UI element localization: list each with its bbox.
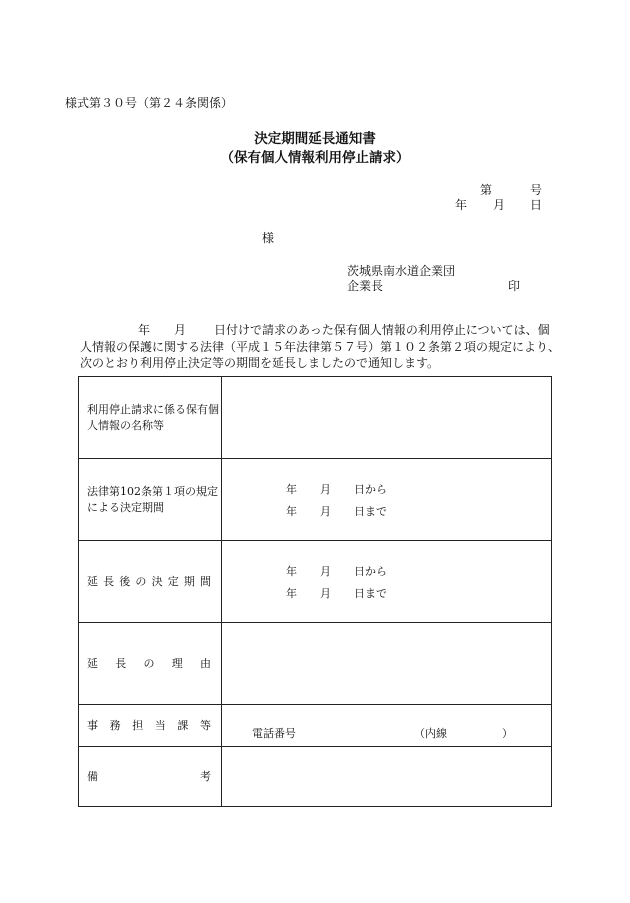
extended-from-year: 年 (286, 564, 297, 578)
extension-reason-label-char: 由 (200, 656, 211, 670)
original-period-value (222, 459, 552, 541)
extended-period-label-char: 延 (87, 574, 98, 588)
extended-period-value (222, 541, 552, 623)
office-in-charge-label-char: 担 (132, 718, 144, 732)
document-title: 決定期間延長通知書 (254, 131, 376, 147)
extended-period-label-char: 期 (183, 574, 195, 588)
ref-number-prefix: 第 (480, 183, 493, 197)
original-until-day: 日まで (354, 504, 387, 518)
remarks-label-char: 備 (87, 769, 98, 783)
date-day: 日 (530, 198, 543, 212)
office-in-charge-label-char: 務 (109, 718, 121, 732)
original-until-year: 年 (286, 504, 297, 518)
remarks-label (79, 747, 222, 807)
body-year: 年 (138, 323, 151, 337)
extended-period-label-char: 間 (199, 574, 211, 588)
original-period-label: 法律第102条第１項の規定による決定期間 (79, 459, 222, 541)
extended-until-month: 月 (320, 586, 331, 600)
extended-until-year: 年 (286, 586, 297, 600)
extended-period-label-char: の (135, 574, 147, 588)
notice-table (78, 376, 552, 807)
extended-from-month: 月 (320, 564, 331, 578)
sender-organization: 茨城県南水道企業団 (347, 264, 456, 278)
extended-until-day: 日まで (354, 586, 387, 600)
body-paragraph (80, 322, 560, 372)
seal-mark: 印 (508, 279, 521, 293)
request-info-name-label: 利用停止請求に係る保有個人情報の名称等 (79, 377, 222, 459)
sender-title: 企業長 (347, 279, 384, 293)
extended-period-label (79, 541, 222, 623)
extension-reason-value (222, 623, 552, 705)
extension-reason-label-char: の (143, 656, 155, 670)
extension-label: （内線 ） (414, 726, 513, 740)
extension-reason-label-char: 延 (87, 656, 98, 670)
office-in-charge-label-char: 課 (177, 718, 189, 732)
extension-reason-label (79, 623, 222, 705)
form-number: 様式第３０号（第２４条関係） (65, 96, 234, 110)
document-subtitle: （保有個人情報利用停止請求） (220, 150, 410, 166)
telephone-label: 電話番号 (252, 726, 296, 740)
date-month: 月 (493, 198, 506, 212)
office-in-charge-value (222, 705, 552, 747)
extension-reason-label-char: 理 (171, 656, 183, 670)
original-from-year: 年 (286, 482, 297, 496)
extended-period-label-char: 長 (103, 574, 115, 588)
extended-period-label-char: 定 (167, 574, 179, 588)
office-in-charge-label (79, 705, 222, 747)
remarks-label-char: 考 (200, 769, 211, 783)
body-text: 日付けで請求のあった保有個人情報の利用停止については、個人情報の保護に関する法律（平成１５年法律第５７号）第１０２条第２項の規定により、次のとおり利用停止決定等の期間を延長しましたので通知します。 (80, 323, 561, 370)
request-info-name-value (222, 377, 552, 459)
office-in-charge-label-char: 等 (199, 718, 211, 732)
extension-reason-label-char: 長 (115, 656, 127, 670)
addressee-suffix: 様 (262, 231, 275, 245)
original-from-day: 日から (354, 482, 387, 496)
body-month: 月 (174, 323, 187, 337)
date-year: 年 (455, 198, 468, 212)
office-in-charge-label-char: 当 (154, 718, 166, 732)
extended-period-label-char: 決 (151, 574, 163, 588)
original-from-month: 月 (320, 482, 331, 496)
extended-period-label-char: 後 (119, 574, 131, 588)
ref-number-suffix: 号 (530, 183, 543, 197)
extended-from-day: 日から (354, 564, 387, 578)
office-in-charge-label-char: 事 (87, 718, 98, 732)
remarks-value (222, 747, 552, 807)
original-until-month: 月 (320, 504, 331, 518)
